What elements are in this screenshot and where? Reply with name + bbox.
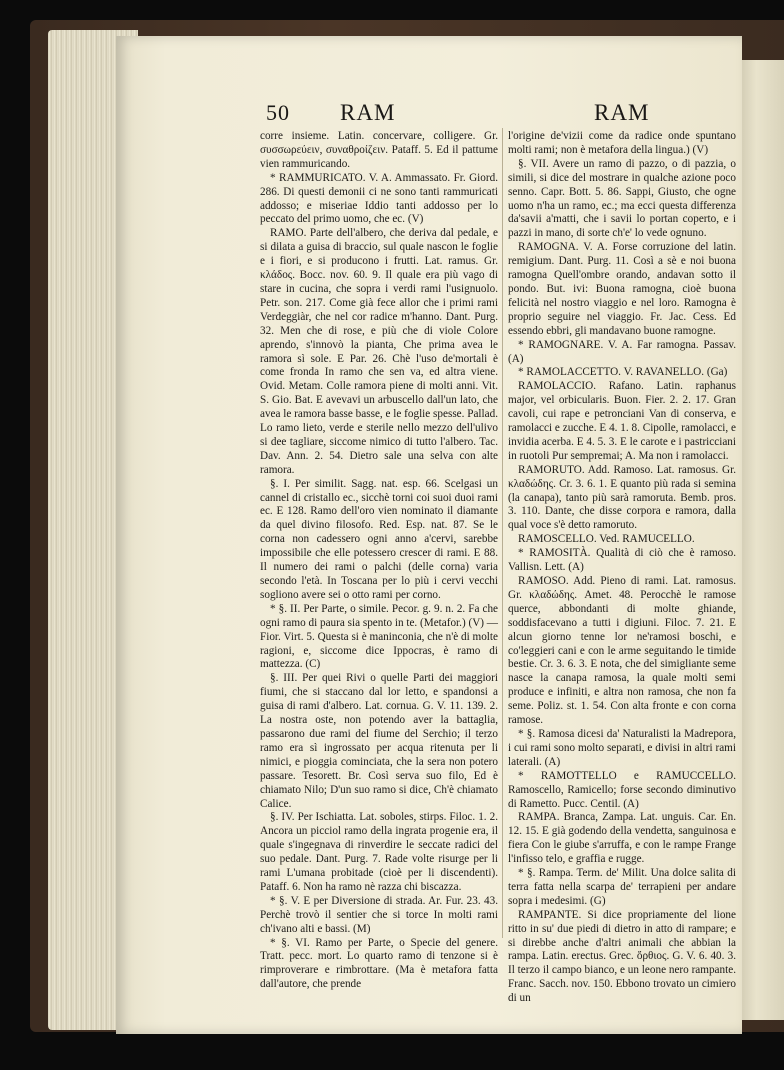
entry-paragraph: §. IV. Per Ischiatta. Lat. soboles, stirps. Filoc. 1. 2. Ancora un picciol ramo della ingrata progenie era, il quale s'ingegnava di rinverdire le seccate radici del suo pedale. Dant. Purg. 7. Rade volte risurge per li rami L'umana probitade (cioè per li discendenti). Pataff. 6. Non ha ramo nè razza chi biscazza. — [260, 811, 498, 893]
entry-paragraph: corre insieme. Latin. concervare, colligere. Gr. συσσωρεύειν, συναθροίζειν. Pataff. 5. Ed il pattume vien rammuricando. — [260, 130, 498, 170]
entry-paragraph: * RAMMURICATO. V. A. Ammassato. Fr. Giord. 286. Di questi demonii ci ne sono tanti rammuricati addosso; e miseriae Iddio tanti addosso per lo peccato del primo uomo, che ec. (V) — [260, 171, 498, 226]
left-column — [260, 130, 498, 992]
entry-paragraph: * §. VI. Ramo per Parte, o Specie del genere. Tratt. pecc. mort. Lo quarto ramo di tenzone si è rimproverare e rimbrottare. (Ma è metafora fatta dall'autore, che prende — [260, 936, 498, 991]
entry-paragraph: * RAMOLACCETTO. V. RAVANELLO. (Ga) — [518, 366, 728, 379]
entry-paragraph: §. VII. Avere un ramo di pazzo, o di pazzia, o simili, si dice del mostrare in qualche azione poco senno. Capr. Bott. 5. 86. Sappi, Giusto, che ogne uomo n'ha un ramo, ec.; ma ecci questa differenza da'savii a'matti, che i savii lo portan coperto, e i pazzi in mano, di sorte ch'e' lo vede ognuno. — [508, 157, 736, 240]
column-divider — [502, 128, 503, 938]
right-column — [508, 130, 736, 1006]
entry-paragraph: * §. V. E per Diversione di strada. Ar. Fur. 23. 43. Perchè trovò il sentier che si torce In molti rami ch'ivano alti e bassi. (M) — [260, 894, 498, 935]
entry-paragraph: * §. II. Per Parte, o simile. Pecor. g. 9. n. 2. Fa che ogni ramo di paura sia spento in te. (Metafor.) (V) — Fior. Virt. 5. Questa si è maninconia, che n'è di molte ragioni, e, siccome dice Ippocras, è ramo di mattezza. (C) — [260, 602, 498, 671]
entry-paragraph: §. I. Per similit. Sagg. nat. esp. 66. Scelgasi un cannel di cristallo ec., sicchè torni coi suoi duoi rami ec. E 128. Ramo dell'oro vien nominato il diamante da quel divino filosofo. Red. Esp. nat. 87. Se le corna non cadessero ogni anno a'cervi, sarebbe impossibile che elle potessero crescer di rami. E 88. Il numero dei rami o palchi (delle corna) varia secondo l'età. In Toscana per lo più i cervi vecchi sogliono avere sei o otto rami per corno. — [260, 477, 498, 601]
entry-paragraph: l'origine de'vizii come da radice onde spuntano molti rami; non è metafora della lingua.) (V) — [508, 130, 736, 156]
entry-paragraph: RAMO. Parte dell'albero, che deriva dal pedale, e si dilata a guisa di braccio, sul quale nascon le foglie e i fiori, e si producono i frutti. Lat. ramus. Gr. κλάδος. Bocc. nov. 60. 9. Il quale era più vago di stare in cucina, che sopra i verdi rami l'usignuolo. Petr. son. 217. Come già fece allor che i primi rami Verdeggiàr, che nel cor radice m'hanno. Dant. Purg. 32. Men che di rose, e più che di viole Colore aprendo, s'innovò la pianta, Che prima avea le ramora sì sole. E Par. 26. Chè l'uso de'mortali è come fronda In ramo che sen va, ed altra viene. Ovid. Metam. Colle ramora piene di molti anni. Vit. S. Gio. Bat. E avevavi un arbuscello dall'un lato, che avea le ramora basse basse, e le foglie spesse. Pallad. Lo ramo lieto, verde e sterile nello mezzo dell'ulivo si dee tagliare, siccome nimico di tutto l'albero. Tac. Dav. Ann. 2. 54. Dietro sale una selva con alte ramora. — [260, 227, 498, 476]
entry-paragraph: RAMOLACCIO. Rafano. Latin. raphanus major, vel orbicularis. Buon. Fier. 2. 2. 17. Gran cavoli, cui rape e petronciani Van di conserva, e ramolacci e zucche. E 4. 1. 8. Cipolle, ramolacci, e invidia acerba. E 4. 5. 3. E le carote e i pastricciani in ruotoli Pur sempremai; A. Ma non i ramolacci. — [508, 380, 736, 462]
running-head-left: RAM — [340, 100, 396, 125]
entry-paragraph: * RAMOSITÀ. Qualità di ciò che è ramoso. Vallisn. Lett. (A) — [508, 547, 736, 574]
entry-paragraph: §. III. Per quei Rivi o quelle Parti dei maggiori fiumi, che si staccano dal lor letto, e spandonsi a guisa di rami d'albero. Lat. cornua. G. V. 11. 139. 2. La nostra oste, non potendo aver la battaglia, passarono due rami del fiume del Serchio; il terzo ramo era sì ingrossato per acqua ritenuta per li nimici, e pioggia cominciata, che la sera non potero passare. Tesorett. Br. Così serva suo filo, Ed è chiamato Nilo; D'un suo ramo si dice, Ch'è chiamato Calice. — [260, 672, 498, 810]
entry-paragraph: RAMOSCELLO. Ved. RAMUCELLO. — [518, 533, 695, 546]
entry-paragraph: * RAMOTTELLO e RAMUCCELLO. Ramoscello, Ramicello; forse secondo diminutivo di Rametto. Pucc. Centil. (A) — [508, 769, 736, 810]
entry-paragraph: * §. Ramosa dicesi da' Naturalisti la Madrepora, i cui rami sono molto separati, e divisi in altri rami laterali. (A) — [508, 727, 736, 768]
entry-paragraph: RAMOGNA. V. A. Forse corruzione del latin. remigium. Dant. Purg. 11. Così a sè e noi buona ramogna Quell'ombre orando, andavan sotto il pondo. But. ivi: Buona ramogna, cioè buona felicità nel nostro viaggio e nel loro. Ramogna è proprio seguire nel viaggio. Fr. Jac. Cess. Ed essendo ebbri, gli mandavano buone ramogne. — [508, 241, 736, 337]
entry-paragraph: RAMPANTE. Si dice propriamente del lione ritto in su' due piedi di dietro in atto di rampare; e si direbbe anche d'altri animali che abbian la rampa. Latin. erectus. Grec. ὄρθιος. G. V. 6. 40. 3. Il terzo il campo bianco, e un leone nero rampante. Franc. Sacch. nov. 150. Ebbono trovato un cimiero di un — [508, 908, 736, 1005]
entry-paragraph: * §. Rampa. Term. de' Milit. Una dolce salita di terra fatta nella scarpa de' terrapieni per andare sopra i medesimi. (G) — [508, 867, 736, 907]
running-head-right: RAM — [594, 100, 650, 125]
page-number: 50 — [266, 100, 290, 125]
facing-page-edge — [738, 60, 784, 1020]
entry-paragraph: RAMOSO. Add. Pieno di rami. Lat. ramosus. Gr. κλαδώδης. Amet. 48. Perocchè le ramose querce, abbondanti di molte ghiande, soddisfacevano a tutti i digiuni. Filoc. 7. 21. E alcun giorno tenne lor ne'ramosi boschi, e co'leggieri cani e con le arme seguitando le timide bestie. Cr. 3. 6. 3. E nota, che del simigliante seme nasce la canapa ramosa, la quale molti semi produce e infiniti, e altra non ramosa, che non fa seme. Poliz. st. 1. 54. Con alta fronte e con corna ramose. — [508, 575, 736, 727]
entry-paragraph: * RAMOGNARE. V. A. Far ramogna. Passav. (A) — [508, 338, 736, 365]
entry-paragraph: RAMORUTO. Add. Ramoso. Lat. ramosus. Gr. κλαδώδης. Cr. 3. 6. 1. E quanto più rada si semina (la canapa), tanto più sarà ramoruta. Bemb. pros. 3. 110. Dante, che disse corpora e ramora, dalla qual voce s'è detto ramoruto. — [508, 463, 736, 532]
entry-paragraph: RAMPA. Branca, Zampa. Lat. unguis. Car. En. 12. 15. E già godendo della vendetta, sanguinosa e fiera Con le giube s'arruffa, e con le rampe Frange l'infisso telo, e graffia e rugge. — [508, 811, 736, 866]
